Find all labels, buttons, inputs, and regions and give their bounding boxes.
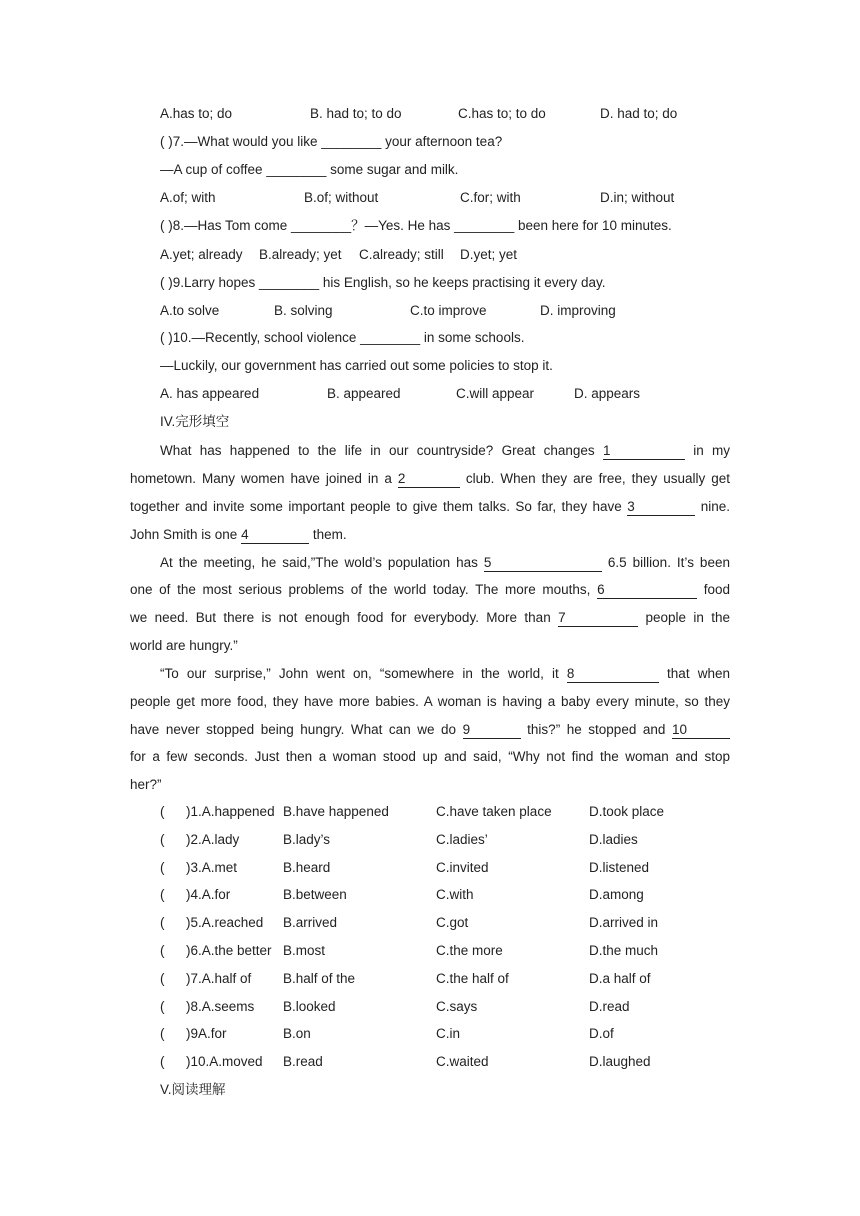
- q7-options: [0, 188, 860, 208]
- blank-8[interactable]: 8: [567, 666, 659, 683]
- blank-6[interactable]: 6: [597, 582, 697, 599]
- option-a: A.of; with: [160, 190, 216, 205]
- option-d: D.in; without: [600, 190, 675, 205]
- option-d: D.a half of: [589, 970, 651, 986]
- blank-5[interactable]: 5: [484, 555, 602, 572]
- blank-3[interactable]: 3: [627, 499, 695, 516]
- blank-10[interactable]: 10: [672, 722, 730, 739]
- option-d: D.listened: [589, 859, 650, 875]
- option-d: D. improving: [540, 303, 616, 318]
- cloze-p2-line1: At the meeting, he said,”The wold’s population has 5 6.5 billion. It’s been: [160, 555, 730, 570]
- option-d: D. appears: [574, 386, 641, 401]
- option-b: B.heard: [283, 859, 331, 875]
- q8-options: [0, 245, 860, 265]
- option-b: B.of; without: [304, 190, 379, 205]
- option-d: D.ladies: [589, 831, 638, 847]
- option-c: C.got: [436, 915, 469, 931]
- option-b: B.read: [283, 1054, 323, 1070]
- answer-paren[interactable]: (: [160, 915, 165, 931]
- option-c: C.says: [436, 998, 478, 1014]
- option-a: A.to solve: [160, 303, 220, 318]
- cloze-p1-line3: together and invite some important people to give them talks. So far, they have 3 nine.: [130, 499, 730, 514]
- answer-paren[interactable]: (: [160, 970, 165, 986]
- cloze-p1-line1: What has happened to the life in our countryside? Great changes 1 in my: [160, 443, 730, 458]
- cloze-p2-line4: world are hungry.”: [130, 638, 238, 653]
- cloze-p1-line4: John Smith is one 4 them.: [130, 527, 347, 542]
- cloze-option-row: [0, 802, 860, 822]
- answer-paren[interactable]: (: [160, 859, 165, 875]
- cloze-option-row: [0, 1024, 860, 1044]
- option-b: B.on: [283, 1026, 311, 1042]
- option-c: C.the more: [436, 943, 503, 958]
- option-b: B. appeared: [327, 386, 401, 401]
- option-c: C.waited: [436, 1054, 489, 1070]
- option-a: )2.A.lady: [186, 831, 240, 847]
- option-c: C.in: [436, 1026, 461, 1042]
- option-a: )3.A.met: [186, 859, 238, 875]
- option-d: D.the much: [589, 943, 659, 958]
- option-a: )7.A.half of: [186, 970, 252, 986]
- answer-paren[interactable]: (: [160, 998, 165, 1014]
- option-c: C.has to; to do: [458, 106, 546, 121]
- option-a: A. has appeared: [160, 386, 260, 401]
- option-c: C.will appear: [456, 386, 535, 401]
- blank-9[interactable]: 9: [463, 722, 521, 739]
- option-d: D.read: [589, 998, 630, 1014]
- cloze-p2-line3: we need. But there is not enough food for everybody. More than 7 people in the: [130, 610, 730, 625]
- q10-reply: —Luckily, our government has carried out some policies to stop it.: [160, 358, 553, 373]
- option-a: A.has to; do: [160, 106, 233, 121]
- cloze-p2-line2: one of the most serious problems of the world today. The more mouths, 6 food: [130, 582, 730, 597]
- blank-4[interactable]: 4: [241, 527, 309, 544]
- cloze-p3-line1: “To our surprise,” John went on, “somewhere in the world, it 8 that when: [160, 666, 730, 681]
- answer-paren[interactable]: (: [160, 943, 165, 958]
- cloze-option-row: [0, 941, 860, 961]
- q7-stem: ( )7.—What would you like ________ your afternoon tea?: [160, 134, 503, 149]
- option-b: B.arrived: [283, 915, 338, 931]
- cloze-p3-line5: her?”: [130, 777, 162, 792]
- option-d: D.took place: [589, 804, 665, 819]
- cloze-option-row: [0, 1052, 860, 1072]
- option-a: )1.A.happened: [186, 804, 275, 819]
- option-a: )9A.for: [186, 1026, 227, 1042]
- q8-stem: ( )8.—Has Tom come ________？—Yes. He has ________ been here for 10 minutes.: [160, 218, 672, 233]
- option-c: C.to improve: [410, 303, 487, 318]
- cloze-p3-line2: people get more food, they have more babies. A woman is having a baby every minute, so they: [130, 694, 730, 709]
- option-b: B. had to; to do: [310, 106, 402, 121]
- q10-stem: ( )10.—Recently, school violence ________ in some schools.: [160, 330, 525, 345]
- option-c: C.have taken place: [436, 804, 552, 819]
- option-b: B.have happened: [283, 804, 389, 819]
- section-heading-cloze: IV.完形填空: [160, 414, 230, 429]
- blank-1[interactable]: 1: [603, 443, 685, 460]
- q9-stem: ( )9.Larry hopes ________ his English, so he keeps practising it every day.: [160, 275, 606, 290]
- option-c: C.for; with: [460, 190, 521, 205]
- cloze-option-row: [0, 885, 860, 905]
- option-d: D. had to; do: [600, 106, 678, 121]
- option-b: B.looked: [283, 998, 336, 1014]
- cloze-option-row: [0, 858, 860, 878]
- option-b: B.already; yet: [259, 247, 342, 262]
- cloze-p1-line2: hometown. Many women have joined in a 2 club. When they are free, they usually get: [130, 471, 730, 486]
- option-c: C.invited: [436, 859, 489, 875]
- option-a: )8.A.seems: [186, 998, 255, 1014]
- blank-7[interactable]: 7: [558, 610, 638, 627]
- cloze-p3-line4: for a few seconds. Just then a woman stood up and said, “Why not find the woman and stop: [130, 749, 730, 764]
- option-b: B.most: [283, 943, 326, 958]
- option-a: )10.A.moved: [186, 1054, 263, 1070]
- option-a: )6.A.the better: [186, 943, 272, 958]
- blank-2[interactable]: 2: [398, 471, 460, 488]
- option-b: B.lady’s: [283, 831, 331, 847]
- cloze-option-row: [0, 830, 860, 850]
- cloze-option-row: [0, 997, 860, 1017]
- option-d: D.arrived in: [589, 915, 659, 931]
- option-c: C.already; still: [359, 247, 444, 262]
- option-a: )5.A.reached: [186, 915, 264, 931]
- answer-paren[interactable]: (: [160, 831, 165, 847]
- q10-options: [0, 384, 860, 404]
- option-b: B.half of the: [283, 970, 356, 986]
- option-d: D.among: [589, 887, 644, 903]
- section-heading-reading: V.阅读理解: [160, 1082, 226, 1097]
- answer-paren[interactable]: (: [160, 1054, 165, 1070]
- q9-options: [0, 301, 860, 321]
- cloze-option-row: [0, 913, 860, 933]
- option-c: C.ladies’: [436, 831, 488, 847]
- cloze-p3-line3: have never stopped being hungry. What can we do 9 this?” he stopped and 10: [130, 720, 730, 740]
- option-b: B.between: [283, 887, 347, 903]
- option-c: C.the half of: [436, 970, 509, 986]
- q6-options: [0, 104, 860, 124]
- answer-paren[interactable]: (: [160, 1026, 165, 1042]
- answer-paren[interactable]: (: [160, 804, 165, 819]
- option-b: B. solving: [274, 303, 333, 318]
- option-a: A.yet; already: [160, 247, 243, 262]
- option-c: C.with: [436, 887, 474, 903]
- answer-paren[interactable]: (: [160, 887, 165, 903]
- q7-reply: —A cup of coffee ________ some sugar and milk.: [160, 162, 459, 177]
- cloze-option-row: [0, 969, 860, 989]
- option-a: )4.A.for: [186, 887, 231, 903]
- option-d: D.of: [589, 1026, 614, 1042]
- option-d: D.yet; yet: [460, 247, 518, 262]
- option-d: D.laughed: [589, 1054, 651, 1070]
